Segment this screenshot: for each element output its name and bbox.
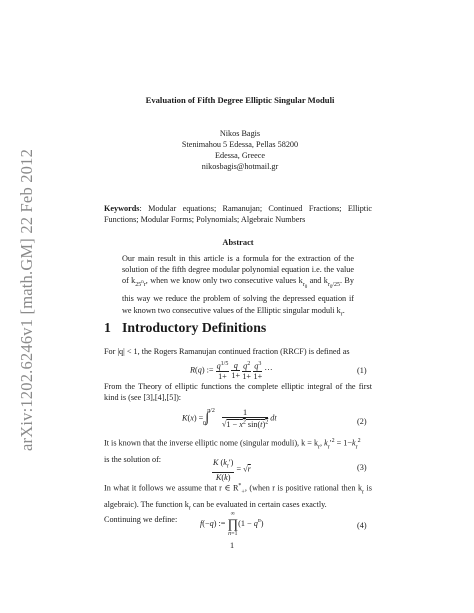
equation-number-1: (1) [357, 366, 367, 375]
page-number: 1 [230, 541, 235, 550]
section-heading [104, 320, 266, 336]
author-city: Edessa, Greece [214, 151, 265, 160]
equation-4: f(−q) := ∞ ∏ n=1 $(1 - q^n)$ [200, 511, 264, 537]
equation-number-2: (2) [357, 417, 367, 426]
author-name: Nikos Bagis [219, 129, 261, 138]
keywords-text: : Modular equations; Ramanujan; Continued Fractions; Elliptic Functions; Modular Forms; Polynomials; Algebraic Numbers [104, 204, 372, 225]
author-email: nikosbagis@hotmail.gr [201, 162, 279, 171]
intro-paragraph: For |q| < 1, the Rogers Ramanujan continued fraction (RRCF) is defined as [104, 347, 350, 356]
equation-number-3: (3) [357, 463, 367, 472]
keywords-label: Keywords [104, 204, 140, 213]
assume-paragraph: In what it follows we assume that r ∈ $R^*_+$, (when r is positive rational then $k_r$ is algebraic). The function $k_r$ can be evaluated in certain cases exactly. Continuing we define: [104, 483, 372, 525]
abstract-heading: Abstract [222, 238, 254, 247]
paper-title: Evaluation of Fifth Degree Elliptic Singular Moduli [145, 95, 335, 105]
known-paragraph: It is known that the inverse elliptic nome (singular moduli), $k = k_r$, $k_r'^2 = 1-k_r^2$ is the solution of: [104, 438, 361, 464]
equation-2: K(x) = ∫$^{\pi/2}_0$ $\frac{1}{√1 - x^2 \sin(t)^2}$ dt [182, 408, 277, 429]
theory-paragraph: From the Theory of elliptic functions the complete elliptic integral of the first kind is (see [3],[4],[5]): [104, 382, 372, 403]
equation-1: R(q) := $\frac{q^{1/5}}{1+}$ $\frac{q}{1+}$ $\frac{q^2}{1+}$ $\frac{q^3}{1+}$ ··· [190, 360, 273, 381]
abstract-text: Our main result in this article is a formula for the extraction of the solution of the fifth degree modular polynomial equation i.e. the value of $k_{25^nr}$, when we know only two consecutive values $k_{r_0}$ and $k_{r_0/25}$. By this way we reduce the problem of solving the depressed equation if we known two consecutive values of the Elliptic singular moduli $k_r$. [122, 254, 354, 318]
arxiv-stamp: arXiv:1202.6246v1 [math.GM] 22 Feb 2012 [17, 148, 36, 451]
keywords-paragraph [104, 203, 372, 225]
author-address: Stenimahou 5 Edessa, Pellas 58200 [181, 140, 299, 149]
section-title: Introductory Definitions [122, 320, 267, 335]
equation-number-4: (4) [357, 521, 367, 530]
equation-3: $\frac{K (k_r')}{K(k)}$ = √r [213, 458, 251, 482]
section-number: 1 [104, 320, 111, 335]
